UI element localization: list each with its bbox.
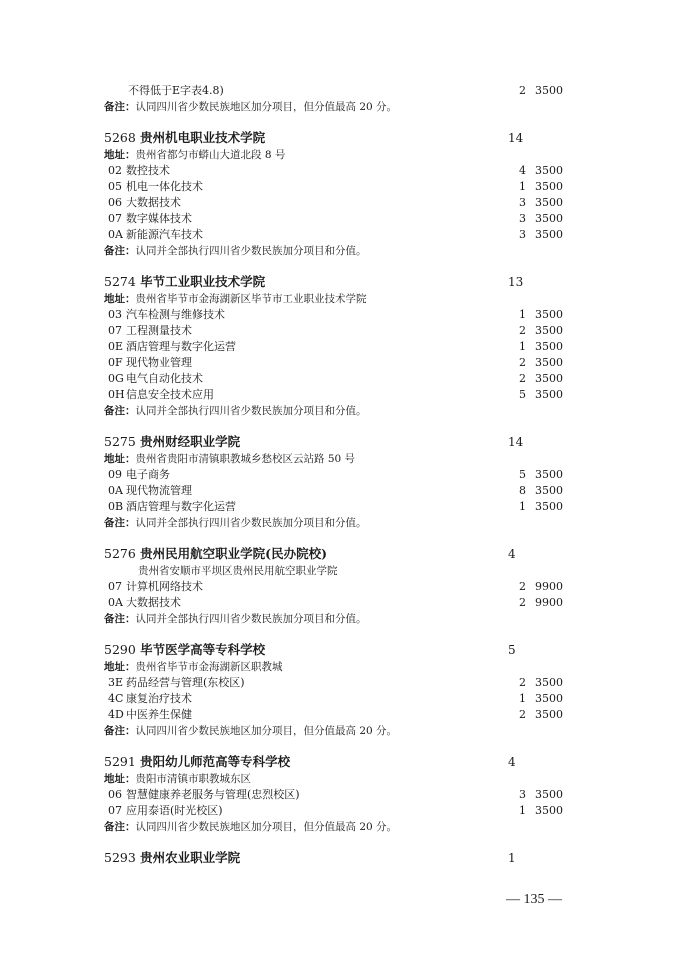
address-row	[104, 771, 574, 787]
school-code: 5275	[104, 434, 136, 449]
major-name: 大数据技术	[126, 196, 181, 209]
major-fee: 3500	[535, 196, 563, 209]
school-header	[104, 753, 574, 771]
major-code: 4C	[108, 692, 124, 705]
major-name: 酒店管理与数字化运营	[126, 340, 236, 353]
school-name: 贵州农业职业学院	[140, 850, 241, 865]
school-plan: 4	[508, 547, 516, 561]
major-name: 应用泰语(时光校区)	[126, 804, 223, 817]
major-row	[104, 339, 574, 355]
major-code: 0E	[108, 340, 124, 353]
note-text: 认同并全部执行四川省少数民族加分项目和分值。	[135, 613, 367, 625]
school-code: 5290	[104, 642, 136, 657]
address-label: 地址：	[104, 453, 136, 465]
major-code: 0H	[108, 388, 125, 401]
major-name: 电气自动化技术	[126, 372, 203, 385]
major-name: 酒店管理与数字化运营	[126, 500, 236, 513]
major-code: 3E	[108, 676, 124, 689]
major-name: 电子商务	[126, 468, 170, 481]
address-row	[104, 291, 574, 307]
major-fee: 3500	[535, 180, 563, 193]
major-fee: 3500	[535, 308, 563, 321]
address-text: 贵阳市清镇市职教城东区	[135, 773, 251, 785]
note-label: 备注：	[104, 725, 136, 737]
major-count: 2	[519, 676, 526, 689]
major-code: 0A	[108, 484, 123, 497]
school-code: 5291	[104, 754, 136, 769]
major-row	[104, 307, 574, 323]
major-name: 工程测量技术	[126, 324, 192, 337]
address-text: 贵州省毕节市金海湖新区毕节市工业职业技术学院	[135, 293, 367, 305]
major-code: 4D	[108, 708, 124, 721]
major-fee: 3500	[535, 788, 563, 801]
note-text: 认同四川省少数民族地区加分项目，但分值最高 20 分。	[135, 101, 398, 113]
major-code: 0A	[108, 596, 123, 609]
major-count: 3	[519, 788, 526, 801]
major-row	[104, 371, 574, 387]
major-name: 现代物流管理	[126, 484, 192, 497]
major-name: 新能源汽车技术	[126, 228, 203, 241]
note-text: 认同并全部执行四川省少数民族加分项目和分值。	[135, 405, 367, 417]
school-name: 贵州财经职业学院	[140, 434, 241, 449]
major-code: 0B	[108, 500, 124, 513]
note-text: 认同并全部执行四川省少数民族加分项目和分值。	[135, 517, 367, 529]
major-fee: 3500	[535, 164, 563, 177]
major-name: 汽车检测与维修技术	[126, 308, 225, 321]
major-row	[104, 579, 574, 595]
major-fee: 3500	[535, 500, 563, 513]
major-fee: 3500	[535, 468, 563, 481]
major-code: 02	[108, 164, 122, 177]
address-label: 地址：	[104, 661, 136, 673]
major-count: 1	[519, 180, 526, 193]
major-count: 2	[519, 356, 526, 369]
school-plan: 4	[508, 755, 516, 769]
major-code: 07	[108, 580, 122, 593]
major-fee: 3500	[535, 708, 563, 721]
major-count: 2	[519, 708, 526, 721]
major-name: 中医养生保健	[126, 708, 192, 721]
major-row	[104, 787, 574, 803]
major-fee: 3500	[535, 692, 563, 705]
note-row	[104, 819, 574, 835]
major-name: 康复治疗技术	[126, 692, 192, 705]
continued-major-row	[104, 83, 574, 99]
major-fee: 3500	[535, 484, 563, 497]
school-code: 5293	[104, 850, 136, 865]
school-name: 贵阳幼儿师范高等专科学校	[140, 754, 291, 769]
major-name: 现代物业管理	[126, 356, 192, 369]
major-count: 1	[519, 692, 526, 705]
major-row	[104, 691, 574, 707]
major-count: 3	[519, 212, 526, 225]
school-header	[104, 545, 574, 563]
school-header	[104, 641, 574, 659]
major-code: 05	[108, 180, 122, 193]
major-name: 不得低于E字表4.8)	[128, 84, 224, 97]
major-fee: 9900	[535, 580, 563, 593]
school-code: 5274	[104, 274, 136, 289]
major-fee: 3500	[535, 676, 563, 689]
address-label: 地址：	[104, 773, 136, 785]
major-fee: 3500	[535, 340, 563, 353]
major-fee: 3500	[535, 356, 563, 369]
major-count: 2	[519, 596, 526, 609]
major-code: 0F	[108, 356, 123, 369]
major-name: 机电一体化技术	[126, 180, 203, 193]
major-count: 2	[519, 580, 526, 593]
note-row	[104, 515, 574, 531]
major-count: 2	[519, 324, 526, 337]
school-plan: 13	[508, 275, 524, 289]
major-row	[104, 467, 574, 483]
major-code: 07	[108, 212, 122, 225]
page-number: — 135 —	[506, 892, 562, 907]
note-label: 备注：	[104, 517, 136, 529]
major-count: 3	[519, 228, 526, 241]
school-code: 5268	[104, 130, 136, 145]
major-row	[104, 355, 574, 371]
major-code: 0G	[108, 372, 124, 385]
school-plan: 5	[508, 643, 516, 657]
major-code: 07	[108, 804, 122, 817]
major-count: 8	[519, 484, 526, 497]
school-name: 贵州民用航空职业学院(民办院校)	[140, 546, 328, 561]
major-fee: 9900	[535, 596, 563, 609]
school-header	[104, 129, 574, 147]
major-count: 1	[519, 500, 526, 513]
major-row	[104, 227, 574, 243]
address-label: 地址：	[104, 293, 136, 305]
major-row	[104, 163, 574, 179]
address-text: 贵州省毕节市金海湖新区职教城	[135, 661, 283, 673]
major-code: 06	[108, 788, 122, 801]
note-text: 认同四川省少数民族地区加分项目，但分值最高 20 分。	[135, 821, 398, 833]
major-name: 数字媒体技术	[126, 212, 192, 225]
note-row	[104, 611, 574, 627]
note-row	[104, 99, 574, 115]
major-name: 智慧健康养老服务与管理(忠烈校区)	[126, 788, 300, 801]
school-header	[104, 849, 574, 867]
major-count: 5	[519, 468, 526, 481]
note-label: 备注：	[104, 245, 136, 257]
major-code: 03	[108, 308, 122, 321]
address-text: 贵州省都匀市蟒山大道北段 8 号	[135, 149, 286, 161]
major-fee: 3500	[535, 804, 563, 817]
address-label: 地址：	[104, 149, 136, 161]
major-fee: 3500	[535, 228, 563, 241]
school-header	[104, 273, 574, 291]
school-name: 毕节医学高等专科学校	[140, 642, 266, 657]
note-row	[104, 723, 574, 739]
major-fee: 3500	[535, 324, 563, 337]
address-row	[104, 451, 574, 467]
major-code: 06	[108, 196, 122, 209]
major-name: 药品经营与管理(东校区)	[126, 676, 245, 689]
major-row	[104, 707, 574, 723]
note-label: 备注：	[104, 821, 136, 833]
major-row	[104, 323, 574, 339]
major-count: 3	[519, 196, 526, 209]
major-fee: 3500	[535, 84, 563, 97]
major-fee: 3500	[535, 372, 563, 385]
school-code: 5276	[104, 546, 136, 561]
major-code: 0A	[108, 228, 123, 241]
note-row	[104, 243, 574, 259]
note-label: 备注：	[104, 101, 136, 113]
school-plan: 14	[508, 131, 524, 145]
major-name: 数控技术	[126, 164, 170, 177]
major-row	[104, 499, 574, 515]
major-row	[104, 595, 574, 611]
major-code: 09	[108, 468, 122, 481]
school-header	[104, 433, 574, 451]
major-count: 1	[519, 340, 526, 353]
major-count: 2	[519, 84, 526, 97]
major-row	[104, 387, 574, 403]
major-count: 4	[519, 164, 526, 177]
address-row	[104, 563, 574, 579]
note-text: 认同并全部执行四川省少数民族加分项目和分值。	[135, 245, 367, 257]
major-row	[104, 675, 574, 691]
major-count: 1	[519, 308, 526, 321]
major-fee: 3500	[535, 388, 563, 401]
major-count: 1	[519, 804, 526, 817]
major-fee: 3500	[535, 212, 563, 225]
address-text: 贵州省安顺市平坝区贵州民用航空职业学院	[138, 565, 338, 577]
major-count: 5	[519, 388, 526, 401]
major-row	[104, 195, 574, 211]
major-name: 计算机网络技术	[126, 580, 203, 593]
note-text: 认同四川省少数民族地区加分项目，但分值最高 20 分。	[135, 725, 398, 737]
major-row	[104, 483, 574, 499]
address-row	[104, 147, 574, 163]
major-row	[104, 803, 574, 819]
note-label: 备注：	[104, 613, 136, 625]
school-plan: 1	[508, 851, 516, 865]
school-name: 毕节工业职业技术学院	[140, 274, 266, 289]
major-count: 2	[519, 372, 526, 385]
school-plan: 14	[508, 435, 524, 449]
major-row	[104, 179, 574, 195]
major-row	[104, 211, 574, 227]
major-name: 信息安全技术应用	[126, 388, 214, 401]
major-code: 07	[108, 324, 122, 337]
address-text: 贵州省贵阳市清镇职教城乡愁校区云站路 50 号	[135, 453, 356, 465]
note-row	[104, 403, 574, 419]
major-name: 大数据技术	[126, 596, 181, 609]
address-row	[104, 659, 574, 675]
school-name: 贵州机电职业技术学院	[140, 130, 266, 145]
note-label: 备注：	[104, 405, 136, 417]
